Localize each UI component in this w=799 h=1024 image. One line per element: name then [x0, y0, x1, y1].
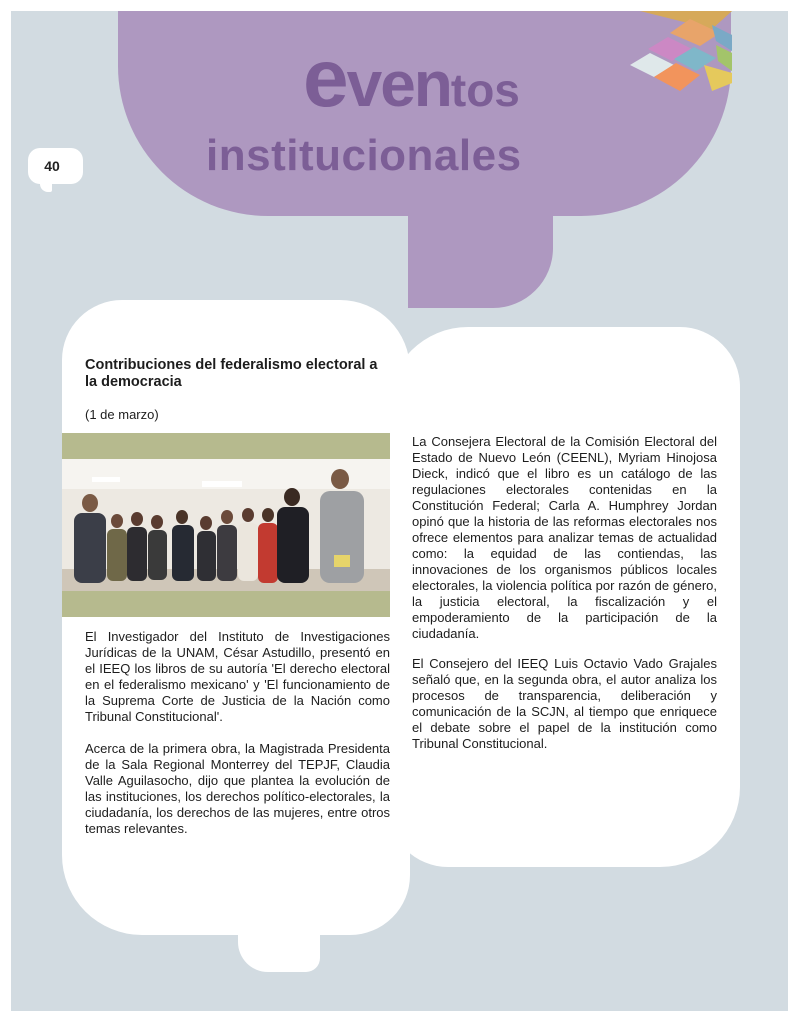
section-title-part2: ven [346, 48, 451, 120]
article-date: (1 de marzo) [85, 407, 159, 422]
group-photo-image [62, 459, 390, 591]
section-title [303, 33, 520, 124]
article-paragraph-1: El Investigador del Instituto de Investigaciones Jurídicas de la UNAM, César Astudillo, presentó en el IEEQ los libros de su autoría 'El derecho electoral en el federalismo mexicano' y 'El funcionamiento de la Suprema Corte de Justicia de la Nación como Tribunal Constitucional'. [85, 629, 390, 724]
section-title-part3: tos [450, 64, 520, 116]
article-paragraph-3: La Consejera Electoral de la Comisión Electoral del Estado de Nuevo León (CEENL), Myriam Hinojosa Dieck, indicó que el libro es un catálogo de las regulaciones electorales contenidas en la Constitución Federal; Carla A. Humphrey Jordan opinó que la historia de las reformas electorales nos ofrece elementos para analizar temas de actualidad como: la equidad de las contiendas, las innovaciones de los organismos públicos locales electorales, la violencia política por razón de género, la justicia electoral, la fiscalización y el empoderamiento de la participación de la ciudadanía. [412, 434, 717, 641]
diamond-pattern-icon [620, 11, 732, 93]
article-paragraph-4: El Consejero del IEEQ Luis Octavio Vado Grajales señaló que, en la segunda obra, el autor analiza los procesos de transparencia, deliberación y comunicación de la SCJN, al tiempo que enriquece el debate sobre el papel de la institución como Tribunal Constitucional. [412, 656, 717, 751]
article-title: Contribuciones del federalismo electoral a la democracia [85, 357, 378, 390]
content-bubble-left [62, 300, 410, 935]
article-paragraph-2: Acerca de la primera obra, la Magistrada Presidenta de la Sala Regional Monterrey del TEPJF, Claudia Valle Aguilasocho, dijo que plantea la evolución de las instituciones, los derechos político-electorales, la ciudadanía, los derechos de las mujeres, entre otros temas relevantes. [85, 741, 390, 836]
section-subtitle: institucionales [206, 131, 522, 180]
section-title-part1: e [303, 33, 347, 124]
event-photo [62, 459, 390, 591]
page-number-bubble-tail [40, 178, 52, 192]
page-number: 40 [44, 158, 60, 174]
